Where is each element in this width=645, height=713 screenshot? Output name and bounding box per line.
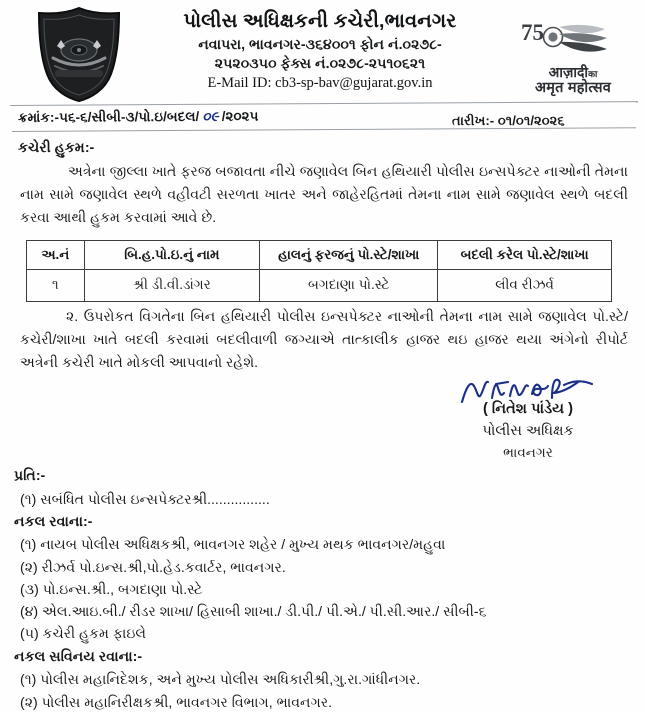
copy-item-5: (૫) કચેરી હુકમ ફાઇલે	[20, 625, 147, 642]
amrit-flag-icon	[507, 16, 639, 64]
table-header-row	[27, 241, 612, 270]
cell-new: લીવ રીઝર્વ	[438, 270, 612, 302]
distribution-list	[14, 466, 634, 713]
courtesy-item-2: (૨) પોલીસ મહાનિરીક્ષકશ્રી, ભાવનગર વિભાગ, ભાવનગર.	[20, 693, 333, 710]
copy-item-2: (૨) રીઝર્વ પો.ઇન્સ.શ્રી,પો.હેડ.કવાર્ટર, ભાવનગર.	[20, 558, 286, 575]
organization-address-line-1: નવાપરા, ભાવનગર-૩૬૪૦૦૧ ફોન નં.૦૨૭૮-	[198, 36, 442, 53]
column-header-current: હાલનું ફરજનું પો.સ્ટે/શાખા	[260, 241, 438, 270]
amrit-ka-text: का	[588, 69, 598, 79]
signatory-designation: પોલીસ અધિક્ષક	[482, 423, 574, 440]
signature-block	[430, 376, 626, 462]
column-header-new: બદલી કરેલ પો.સ્ટે/શાખા	[438, 241, 612, 270]
reference-date: તારીખ:- ૦૧/૦૧/૨૦૨૬	[452, 113, 565, 128]
column-header-name: બિ.હ.પો.ઇ.નું નામ	[84, 241, 259, 270]
reference-number-handwritten: ૦૯	[202, 108, 219, 125]
transfer-table	[26, 240, 612, 302]
order-paragraph-1: અત્રેના જીલ્લા ખાતે ફરજ બજાવતા નીચે જણાવેલ બિન હથિયારી પોલીસ ઇન્સપેક્ટર નાઓની તેમના નામ સામે જણાવેલ સ્થળે વહીવટી સરળતા ખાતર અને જાહેરહિતમાં તેમના નામ સામે જણાવેલ સ્થળે બદલી કરવા આથી હુકમ કરવામાં આવે છે.	[20, 163, 628, 225]
copy-item-4: (૪) એલ.આઇ.બી./ રીડર શાખા/ હિસાબી શાખા./ ડી.પી./ પી.એ./ પી.સી.આર./ સીબી-૬	[20, 603, 487, 620]
email-label: E-Mail ID:	[207, 75, 272, 92]
organization-title: પોલીસ અધિક્ષકની કચેરી,ભાવનગર	[183, 10, 457, 32]
email-address: cb3-sp-bav@gujarat.gov.in	[275, 75, 433, 92]
azadi-ka-amrit-mahotsav-logo	[507, 16, 639, 97]
cell-name: શ્રી ડી.વી.ડાંગર	[84, 270, 259, 302]
svg-text:75: 75	[521, 20, 544, 45]
signatory-city: ભાવનગર	[503, 445, 553, 461]
copy-to-heading: નકલ રવાના:-	[14, 513, 93, 530]
to-heading: પ્રતિ:-	[14, 468, 46, 484]
column-header-sr: અ.નં	[27, 241, 85, 270]
reference-number-prefix: ક્રમાંક:-૫૬-૬/સીબી-૩/પો.ઇ/બદલ/	[17, 108, 200, 125]
amrit-azadi-text: आज़ादी	[548, 64, 589, 80]
table-row	[27, 270, 612, 302]
courtesy-item-1: (૧) પોલીસ મહાનિદેશક, અને મુખ્ય પોલીસ અધિકારીશ્રી,ગુ.રા.ગાંધીનગર.	[20, 671, 421, 688]
cell-current: બગદાણા પો.સ્ટે	[260, 270, 438, 302]
cell-sr: ૧	[27, 270, 85, 302]
letterhead-text	[130, 10, 510, 92]
organization-address-line-2: ૨૫૨૦૩૫૦ ફેક્સ નં.૦૨૭૮-૨૫૧૦૬૨૧	[214, 55, 426, 72]
to-item-1: (૧) સબંધિત પોલીસ ઇન્સપેક્ટરશ્રી................	[20, 490, 270, 507]
police-shield-emblem-icon	[33, 6, 125, 102]
copy-item-3: (૩) પો.ઇન્સ.શ્રી., બગદાણા પો.સ્ટે	[20, 580, 203, 597]
order-heading: કચેરી હુકમ:-	[18, 140, 95, 156]
letterhead	[0, 0, 645, 104]
copy-item-1: (૧) નાયબ પોલીસ અધિક્ષકશ્રી, ભાવનગર શહેર / મુખ્ય મથક ભાવનગર/મહુવા	[20, 536, 446, 553]
reference-number-suffix: /૨૦૨૫	[221, 108, 259, 124]
signatory-name: ( નિતેશ પાંડેય )	[483, 401, 573, 417]
amrit-caption-line-2: अमृत महोत्सव	[535, 79, 611, 96]
courtesy-copy-heading: નકલ સવિનય રવાના:-	[14, 648, 143, 665]
organization-email-line	[130, 74, 510, 92]
amrit-caption-line-1	[507, 65, 639, 80]
order-paragraph-2: ૨. ઉપરોકત વિગતેના બિન હથિયારી પોલીસ ઇન્સપેક્ટર નાઓની તેમના નામ સામે જણાવેલ પો.સ્ટે/કચેરી/શાખા ખાતે બદલી કરવામાં બદલીવાળી જગ્યાએ તાત્કાલીક હાજર થઇ હાજર થયા અંગેનો રીપોર્ટ અત્રેની કચેરી ખાતે મોકલી આપવાનો રહેશે.	[20, 308, 628, 370]
reference-number	[18, 109, 259, 126]
